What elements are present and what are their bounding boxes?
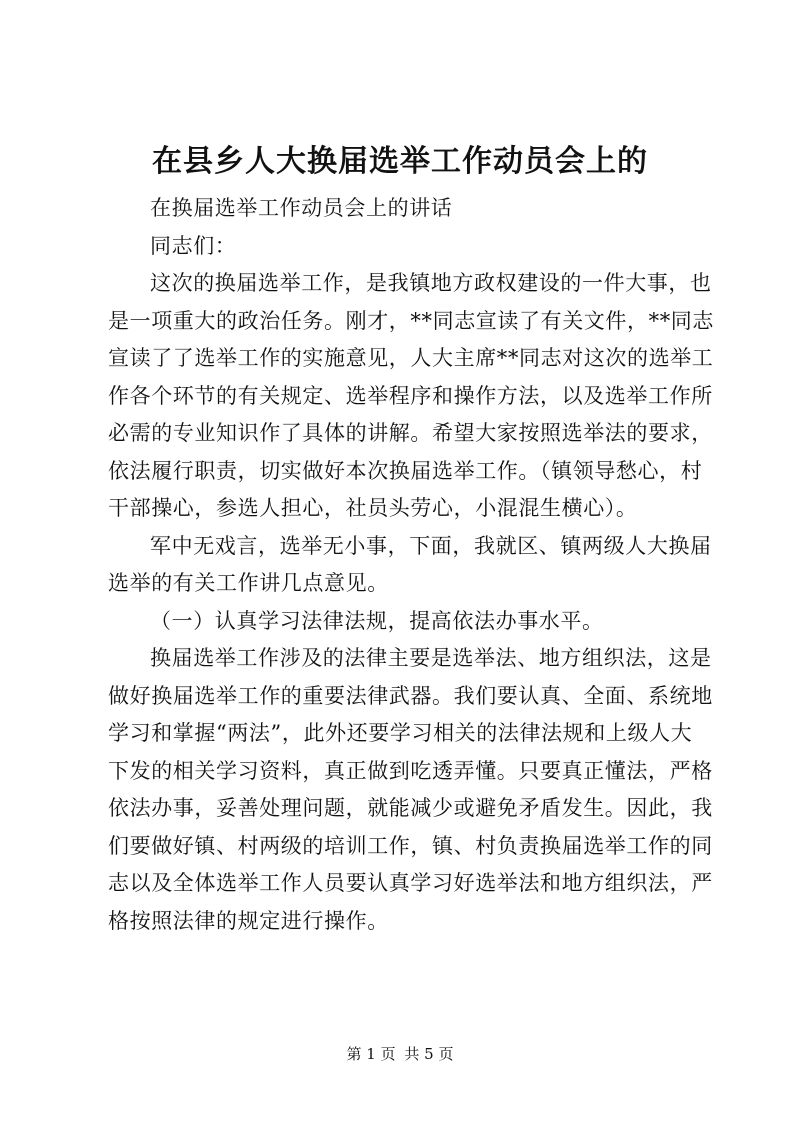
document-body (108, 190, 714, 940)
text-line: （一）认真学习法律法规，提高依法办事水平。 (150, 608, 604, 633)
text-line: 同志们： (150, 233, 237, 258)
text-line: 依法履行职责，切实做好本次换届选举工作。（镇领导愁心，村 (108, 458, 703, 483)
document-title: 在县乡人大换届选举工作动员会上的 (152, 144, 648, 179)
page-total: 共 5 页 (404, 1045, 454, 1063)
text-line: 格按照法律的规定进行操作。 (108, 908, 389, 933)
text-line: 必需的专业知识作了具体的讲解。希望大家按照选举法的要求， (108, 421, 713, 445)
paragraph-subtitle (108, 190, 708, 228)
text-line: 下发的相关学习资料，真正做到吃透弄懂。只要真正懂法，严格 (108, 758, 713, 783)
section-heading-1 (108, 603, 708, 641)
text-line: 是一项重大的政治任务。刚才，**同志宣读了有关文件，**同志 (108, 308, 714, 333)
text-line: 在换届选举工作动员会上的讲话 (150, 196, 453, 220)
text-line: 志以及全体选举工作人员要认真学习好选举法和地方组织法，严 (108, 871, 713, 895)
text-line: 学习和掌握“两法”，此外还要学习相关的法律法规和上级人大 (108, 721, 693, 745)
text-line: 干部操心，参选人担心，社员头劳心，小混混生横心）。 (108, 496, 638, 520)
text-line: 做好换届选举工作的重要法律武器。我们要认真、全面、系统地 (108, 683, 713, 708)
text-line: 军中无戏言，选举无小事，下面，我就区、镇两级人大换届 (150, 533, 712, 558)
paragraph-salutation (108, 228, 708, 266)
page-number: 第 1 页 (346, 1045, 396, 1063)
text-line: 依法办事，妥善处理问题，就能减少或避免矛盾发生。因此，我 (108, 796, 713, 820)
text-line: 换届选举工作涉及的法律主要是选举法、地方组织法，这是 (150, 646, 712, 670)
page-footer (0, 1044, 800, 1064)
paragraph-opening (108, 265, 714, 528)
text-line: 作各个环节的有关规定、选举程序和操作方法，以及选举工作所 (108, 383, 713, 408)
text-line: 们要做好镇、村两级的培训工作，镇、村负责换届选举工作的同 (108, 833, 713, 858)
text-line: 宣读了了选举工作的实施意见，人大主席**同志对这次的选举工 (108, 346, 714, 370)
paragraph-law-study (108, 640, 713, 940)
text-line: 选举的有关工作讲几点意见。 (108, 571, 389, 595)
paragraph-intro-points (108, 528, 712, 603)
text-line: 这次的换届选举工作，是我镇地方政权建设的一件大事，也 (150, 271, 712, 295)
